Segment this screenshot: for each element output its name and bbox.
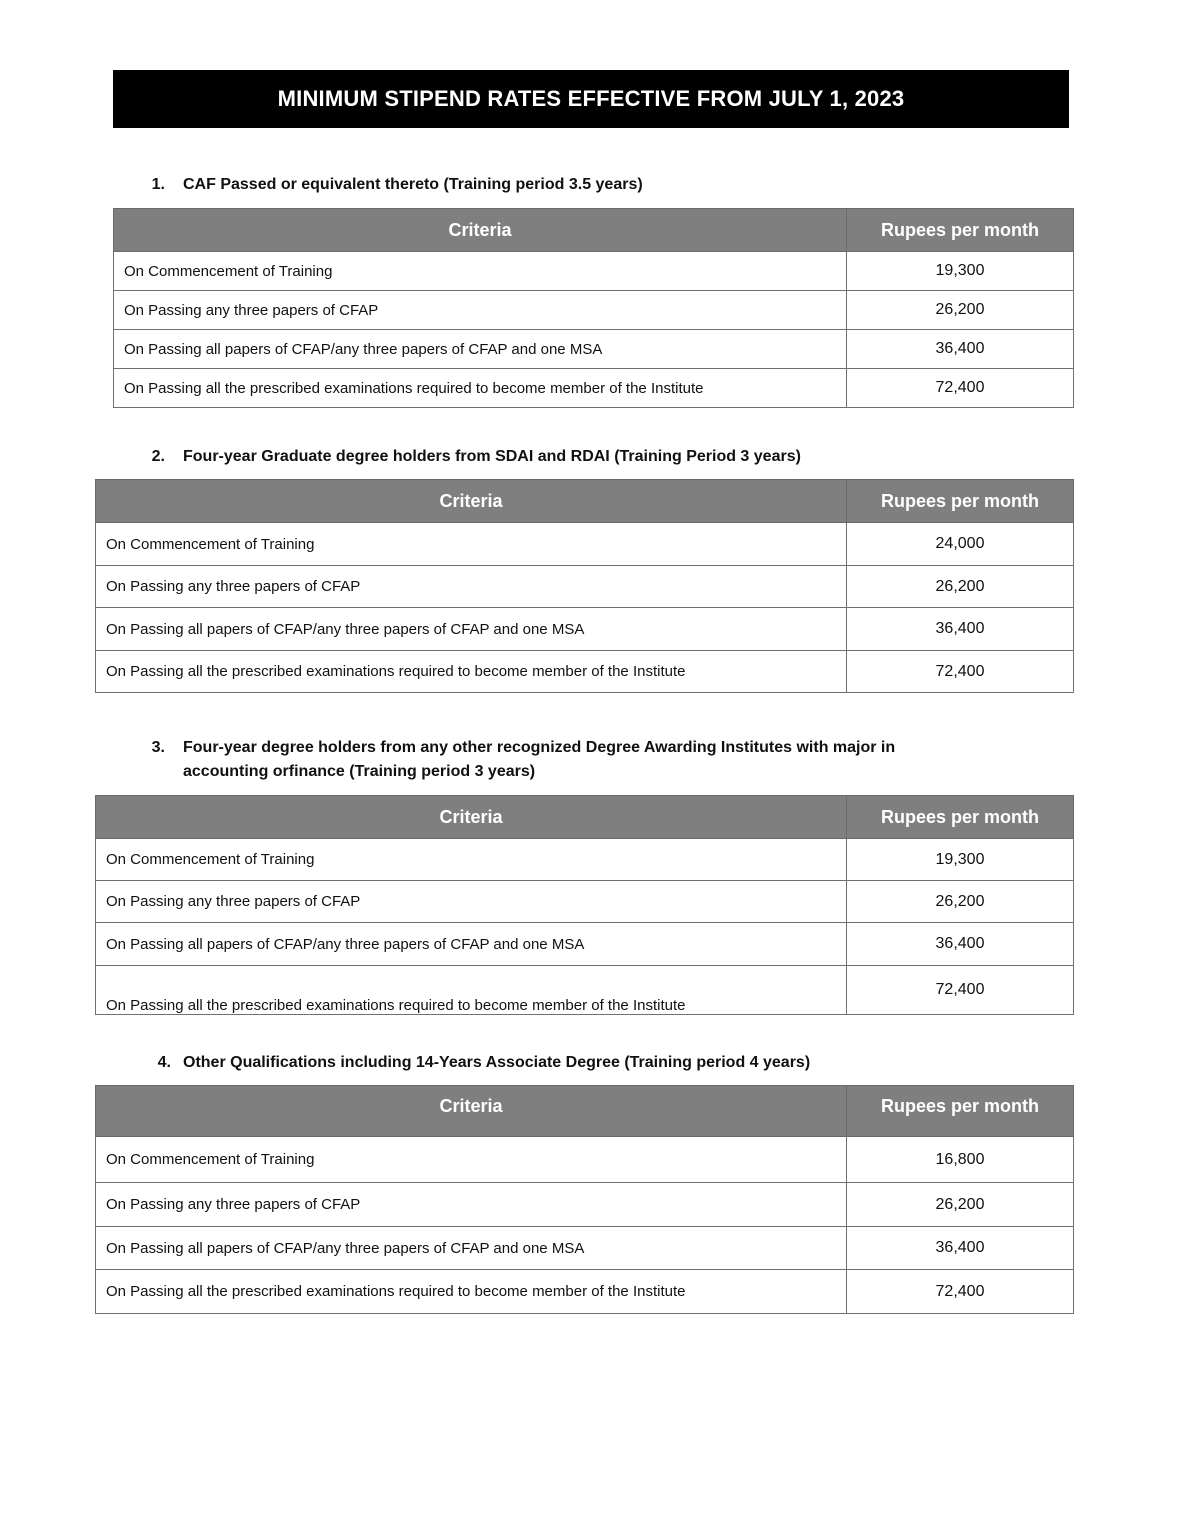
amount-cell: 26,200 <box>847 291 1074 330</box>
amount-cell: 26,200 <box>847 881 1074 923</box>
amount-cell: 36,400 <box>847 923 1074 966</box>
criteria-cell: On Passing all papers of CFAP/any three papers of CFAP and one MSA <box>114 330 847 369</box>
amount-header: Rupees per month <box>847 1086 1074 1137</box>
criteria-header: Criteria <box>96 1086 847 1137</box>
table-row <box>96 651 1074 693</box>
table-header-row <box>96 796 1074 839</box>
section-number: 2. <box>151 448 165 465</box>
table-row <box>96 1137 1074 1183</box>
amount-header: Rupees per month <box>847 209 1074 252</box>
stipend-table-2 <box>95 479 1074 693</box>
criteria-cell: On Passing all the prescribed examinations required to become member of the Institute <box>96 1270 847 1314</box>
table-header-row <box>114 209 1074 252</box>
criteria-cell: On Passing all papers of CFAP/any three papers of CFAP and one MSA <box>96 608 847 651</box>
table-header-row <box>96 480 1074 523</box>
section-title: Other Qualifications including 14-Years Associate Degree (Training period 4 years) <box>183 1054 811 1071</box>
criteria-header: Criteria <box>96 480 847 523</box>
amount-cell: 36,400 <box>847 1227 1074 1270</box>
stipend-table-1 <box>113 208 1074 408</box>
table-row <box>96 523 1074 566</box>
criteria-cell: On Commencement of Training <box>96 523 847 566</box>
criteria-cell: On Commencement of Training <box>96 839 847 881</box>
amount-cell: 26,200 <box>847 1183 1074 1227</box>
section-title-line-1: Four-year degree holders from any other recognized Degree Awarding Institutes with major in <box>183 739 896 756</box>
table-row <box>114 330 1074 369</box>
section-3-heading <box>135 736 1035 784</box>
amount-header: Rupees per month <box>847 480 1074 523</box>
amount-header: Rupees per month <box>847 796 1074 839</box>
criteria-cell: On Passing all the prescribed examinations required to become member of the Institute <box>96 651 847 693</box>
criteria-cell: On Passing any three papers of CFAP <box>96 881 847 923</box>
criteria-cell: On Passing all the prescribed examinations required to become member of the Institute <box>114 369 847 408</box>
criteria-cell: On Commencement of Training <box>96 1137 847 1183</box>
table-row <box>96 1270 1074 1314</box>
amount-cell: 36,400 <box>847 330 1074 369</box>
amount-cell: 24,000 <box>847 523 1074 566</box>
amount-cell: 19,300 <box>847 839 1074 881</box>
amount-cell: 72,400 <box>847 651 1074 693</box>
page-title: MINIMUM STIPEND RATES EFFECTIVE FROM JULY 1, 2023 <box>113 70 1069 128</box>
section-4-heading <box>135 1051 1035 1075</box>
table-row <box>114 369 1074 408</box>
amount-cell: 72,400 <box>847 1270 1074 1314</box>
table-row <box>96 881 1074 923</box>
criteria-header: Criteria <box>96 796 847 839</box>
section-title: Four-year Graduate degree holders from SDAI and RDAI (Training Period 3 years) <box>183 448 801 465</box>
table-row <box>96 1183 1074 1227</box>
section-number: 3. <box>151 739 165 756</box>
criteria-cell: On Passing any three papers of CFAP <box>96 566 847 608</box>
stipend-table-3 <box>95 795 1074 1015</box>
table-row <box>96 1227 1074 1270</box>
table-row <box>96 923 1074 966</box>
table-row <box>114 252 1074 291</box>
table-row <box>96 608 1074 651</box>
criteria-cell: On Passing all papers of CFAP/any three papers of CFAP and one MSA <box>96 1227 847 1270</box>
table-row <box>96 966 1074 1015</box>
criteria-cell: On Commencement of Training <box>114 252 847 291</box>
table-row <box>114 291 1074 330</box>
section-2-heading <box>135 445 1035 469</box>
table-header-row <box>96 1086 1074 1137</box>
stipend-table-4 <box>95 1085 1074 1314</box>
amount-cell: 36,400 <box>847 608 1074 651</box>
table-row <box>96 566 1074 608</box>
amount-cell: 16,800 <box>847 1137 1074 1183</box>
criteria-cell: On Passing any three papers of CFAP <box>96 1183 847 1227</box>
amount-cell: 26,200 <box>847 566 1074 608</box>
table-row <box>96 839 1074 881</box>
section-title: CAF Passed or equivalent thereto (Training period 3.5 years) <box>183 176 643 193</box>
criteria-cell: On Passing all papers of CFAP/any three papers of CFAP and one MSA <box>96 923 847 966</box>
criteria-header: Criteria <box>114 209 847 252</box>
amount-cell: 72,400 <box>847 369 1074 408</box>
section-number: 4. <box>157 1054 171 1071</box>
section-1-heading <box>135 173 1035 197</box>
criteria-cell: On Passing all the prescribed examinations required to become member of the Institute <box>96 966 847 1015</box>
criteria-cell: On Passing any three papers of CFAP <box>114 291 847 330</box>
amount-cell: 19,300 <box>847 252 1074 291</box>
amount-cell: 72,400 <box>847 966 1074 1015</box>
section-number: 1. <box>151 176 165 193</box>
section-title-line-2: accounting orfinance (Training period 3 years) <box>183 763 536 780</box>
